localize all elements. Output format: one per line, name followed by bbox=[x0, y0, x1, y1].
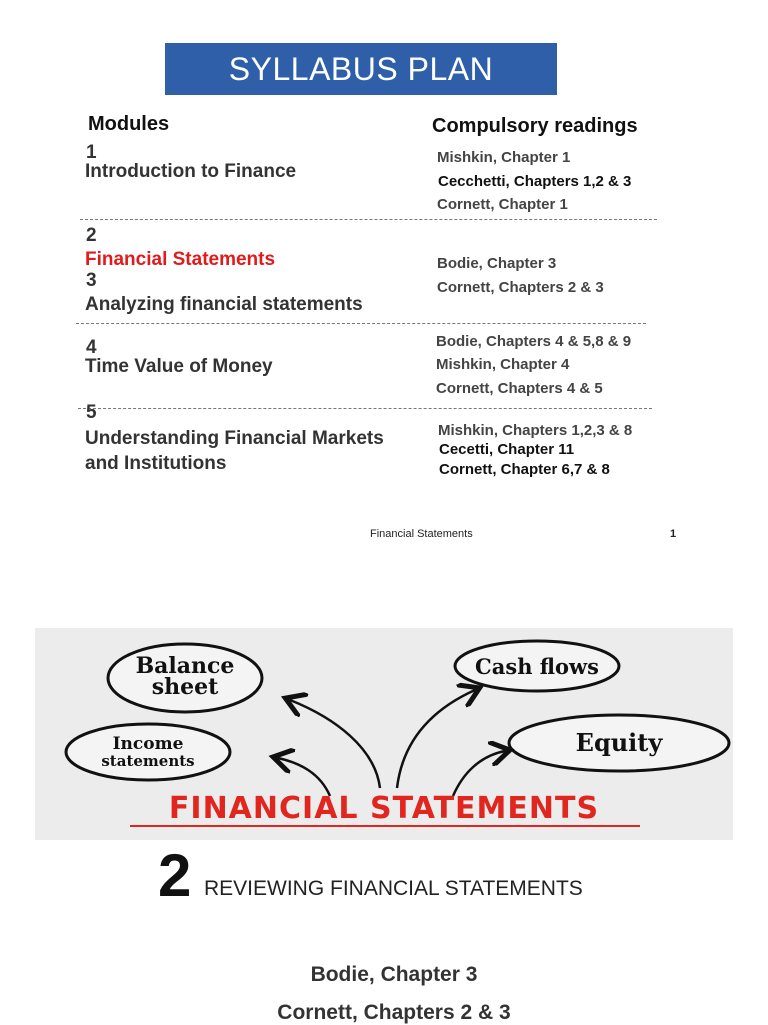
module-number: 4 bbox=[86, 337, 97, 358]
slide-footer: Financial Statements bbox=[370, 528, 473, 540]
income-statements-label-2: statements bbox=[101, 752, 195, 770]
reading-item: Cornett, Chapters 2 & 3 bbox=[437, 279, 604, 296]
modules-header: Modules bbox=[88, 113, 170, 135]
reading-item: Cecetti, Chapter 11 bbox=[439, 441, 575, 458]
cash-flows-label: Cash flows bbox=[475, 654, 599, 679]
reading-item: Bodie, Chapter 3 bbox=[437, 255, 557, 272]
reading-item: Cecchetti, Chapters 1,2 & 3 bbox=[438, 173, 632, 190]
readings-header: Compulsory readings bbox=[432, 115, 638, 137]
divider bbox=[76, 323, 646, 324]
income-statements-label-1: Income bbox=[112, 734, 184, 754]
arrow-to-balance-sheet bbox=[290, 700, 380, 788]
reading-item: Cornett, Chapters 4 & 5 bbox=[436, 380, 603, 397]
divider bbox=[78, 408, 652, 409]
financial-statements-caption: FINANCIAL STATEMENTS bbox=[168, 791, 600, 826]
equity-label: Equity bbox=[575, 728, 663, 757]
divider bbox=[80, 219, 657, 220]
module-number: 5 bbox=[86, 402, 97, 423]
reading-item: Mishkin, Chapter 1 bbox=[437, 149, 571, 166]
arrow-to-equity bbox=[453, 751, 505, 796]
page-number: 1 bbox=[670, 528, 677, 540]
concept-diagram bbox=[35, 628, 733, 840]
balance-sheet-label-1: Balance bbox=[135, 653, 235, 679]
module-title: Understanding Financial Markets bbox=[85, 428, 384, 449]
syllabus-banner: SYLLABUS PLAN bbox=[165, 43, 557, 95]
module-title: Analyzing financial statements bbox=[85, 294, 363, 315]
module-number: 2 bbox=[86, 225, 97, 246]
module-title: Time Value of Money bbox=[85, 356, 273, 377]
reading-item: Mishkin, Chapters 1,2,3 & 8 bbox=[438, 422, 633, 439]
reading-item: Mishkin, Chapter 4 bbox=[436, 356, 570, 373]
reading-item: Bodie, Chapter 3 bbox=[310, 963, 478, 986]
reading-item: Cornett, Chapter 1 bbox=[437, 196, 568, 213]
module-number: 1 bbox=[86, 142, 97, 163]
module-title-highlighted: Financial Statements bbox=[85, 249, 276, 270]
chapter-title: REVIEWING FINANCIAL STATEMENTS bbox=[204, 877, 583, 900]
module-number: 3 bbox=[86, 270, 97, 291]
reading-item: Cornett, Chapters 2 & 3 bbox=[277, 1001, 511, 1024]
module-title: Introduction to Finance bbox=[85, 161, 297, 182]
reading-item: Cornett, Chapter 6,7 & 8 bbox=[439, 461, 610, 478]
chapter-number: 2 bbox=[158, 842, 192, 909]
reading-item: Bodie, Chapters 4 & 5,8 & 9 bbox=[436, 333, 632, 350]
financial-statements-illustration bbox=[35, 628, 733, 840]
module-title: and Institutions bbox=[85, 453, 227, 474]
arrow-to-cash-flows bbox=[397, 690, 475, 788]
balance-sheet-label-2: sheet bbox=[151, 674, 219, 700]
